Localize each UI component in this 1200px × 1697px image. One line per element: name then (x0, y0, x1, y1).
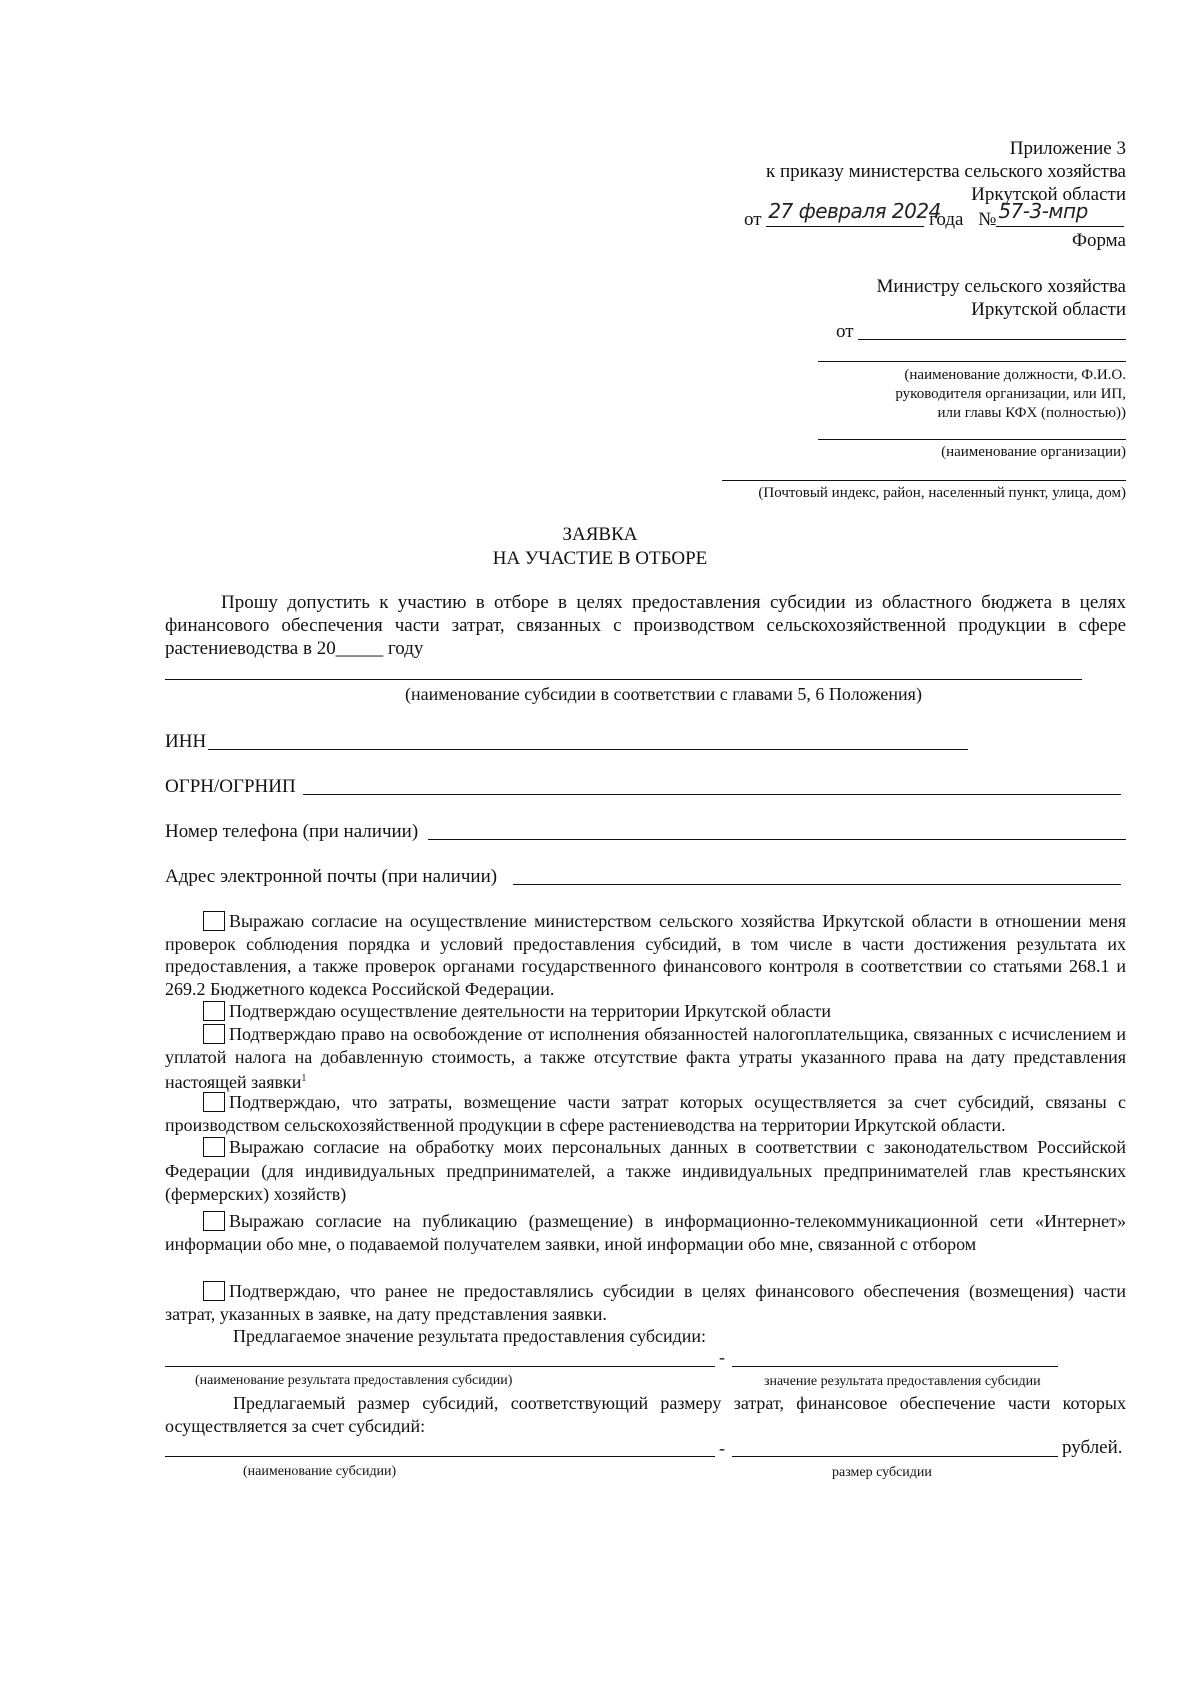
phone-field[interactable] (428, 839, 1126, 840)
subsidy-name-hint: (наименование субсидии в соответствии с главами 5, 6 Положения) (405, 684, 922, 704)
addressee-line-1: Министру сельского хозяйства (876, 276, 1126, 297)
hint-position-2: руководителя организации, или ИП, (895, 386, 1126, 402)
addressee-from: от (836, 321, 854, 342)
result-value-field[interactable] (732, 1366, 1058, 1367)
amount-name-hint: (наименование субсидии) (243, 1464, 397, 1479)
hint-address: (Почтовый индекс, район, населенный пункт, улица, дом) (758, 485, 1126, 501)
order-number-handwritten: 57-3-мпр (998, 199, 1088, 223)
consent-item-4 (165, 1091, 1126, 1136)
amount-currency: рублей. (1062, 1437, 1123, 1458)
hint-position-1: (наименование должности, Ф.И.О. (904, 367, 1126, 383)
consent-checkbox-5[interactable] (203, 1137, 225, 1157)
amount-dash: - (719, 1438, 725, 1458)
consent-checkbox-1[interactable] (203, 911, 225, 931)
consent-text-7: Подтверждаю, что ранее не предоставлялись субсидии в целях финансового обеспечения (возмещения) части затрат, указанных в заявке, на дату представления заявки. (165, 1281, 1126, 1324)
subsidy-name-field[interactable] (165, 679, 1082, 680)
result-value-hint: значение результата предоставления субсидии (764, 1374, 1041, 1389)
email-label: Адрес электронной почты (при наличии) (165, 866, 498, 887)
appendix-label: Приложение 3 (1009, 138, 1126, 159)
amount-label: Предлагаемый размер субсидий, соответствующий размеру затрат, финансовое обеспечение части которых осуществляется за счет субсидий: (165, 1393, 1126, 1436)
consent-text-1: Выражаю согласие на осуществление министерством сельского хозяйства Иркутской области в отношении меня проверок соблюдения порядка и условий предоставления субсидий, в том числе в части достижения результата их предоставления, а также проверок органами государственного финансового контроля в соответствии со статьями 268.1 и 269.2 Бюджетного кодекса Российской Федерации. (165, 911, 1126, 999)
email-field[interactable] (513, 884, 1121, 885)
result-name-hint: (наименование результата предоставления субсидии) (195, 1373, 513, 1388)
hint-organization: (наименование организации) (941, 444, 1126, 460)
consent-text-6: Выражаю согласие на публикацию (размещение) в информационно-телекоммуникационной сети «Интернет» информации обо мне, о подаваемой получателем заявки, иной информации обо мне, связанной с отбором (165, 1211, 1126, 1254)
consent-text-5: Выражаю согласие на обработку моих персональных данных в соответствии с законодательством Российской Федерации (для индивидуальных предпринимателей, а также индивидуальных предпринимателей глав крестьянских (фермерских) хозяйств) (165, 1137, 1126, 1204)
amount-name-field[interactable] (165, 1456, 715, 1457)
amount-value-field[interactable] (732, 1456, 1058, 1457)
number-prefix: № (978, 209, 997, 230)
consent-item-3 (165, 1023, 1126, 1094)
consent-checkbox-2[interactable] (203, 1001, 225, 1021)
amount-value-hint: размер субсидии (832, 1465, 932, 1480)
addressee-line-2: Иркутской области (971, 299, 1126, 320)
inn-label: ИНН (165, 731, 207, 752)
consent-item-2 (203, 1000, 1126, 1023)
year-word: года (929, 209, 964, 230)
consent-item-6 (165, 1210, 1126, 1255)
consent-item-5 (165, 1136, 1126, 1207)
date-field[interactable] (766, 199, 941, 227)
footnote-marker: 1 (301, 1073, 307, 1084)
ogrn-field[interactable] (303, 794, 1121, 795)
consent-item-7 (165, 1280, 1126, 1325)
ogrn-label: ОГРН/ОГРНИП (165, 776, 296, 797)
consent-checkbox-7[interactable] (203, 1281, 225, 1301)
hint-position-3: или главы КФХ (полностью)) (937, 405, 1126, 421)
order-number-field[interactable] (996, 199, 1124, 227)
intro-paragraph: Прошу допустить к участию в отборе в целях предоставления субсидии из областного бюджета в целях финансового обеспечения части затрат, связанных с производством сельскохозяйственной продукции в сфере растениеводства в 20_____ году (165, 592, 1126, 659)
document-title: ЗАЯВКА (562, 524, 638, 545)
phone-label: Номер телефона (при наличии) (165, 821, 419, 842)
result-name-field[interactable] (165, 1366, 715, 1367)
date-prefix: от (744, 209, 762, 230)
consent-text-2: Подтверждаю осуществление деятельности на территории Иркутской области (229, 1001, 832, 1021)
form-label: Форма (1071, 230, 1126, 251)
order-reference: к приказу министерства сельского хозяйства (766, 161, 1126, 182)
result-dash: - (719, 1347, 725, 1367)
consent-text-4: Подтверждаю, что затраты, возмещение части затрат которых осуществляется за счет субсидий, связаны с производством сельскохозяйственной продукции в сфере растениеводства на территории Иркутской области. (165, 1092, 1126, 1135)
consent-checkbox-4[interactable] (203, 1092, 225, 1112)
addressee-name-field[interactable] (818, 361, 1126, 362)
consent-text-3: Подтверждаю право на освобождение от исполнения обязанностей налогоплательщика, связанных с исчислением и уплатой налога на добавленную стоимость, а также отсутствие факта утраты указанного права на дату представления настоящей заявки (165, 1024, 1126, 1092)
date-handwritten: 27 февраля 2024 (768, 199, 941, 223)
organization-field[interactable] (818, 439, 1126, 440)
inn-field[interactable] (208, 749, 968, 750)
address-field[interactable] (722, 480, 1126, 481)
consent-checkbox-3[interactable] (203, 1024, 225, 1044)
consent-checkbox-6[interactable] (203, 1211, 225, 1231)
result-label: Предлагаемое значение результата предоставления субсидии: (233, 1326, 707, 1346)
document-subtitle: НА УЧАСТИЕ В ОТБОРЕ (492, 548, 708, 569)
consent-item-1 (165, 910, 1126, 1000)
order-region: Иркутской области (971, 184, 1126, 205)
addressee-from-field[interactable] (858, 339, 1126, 340)
